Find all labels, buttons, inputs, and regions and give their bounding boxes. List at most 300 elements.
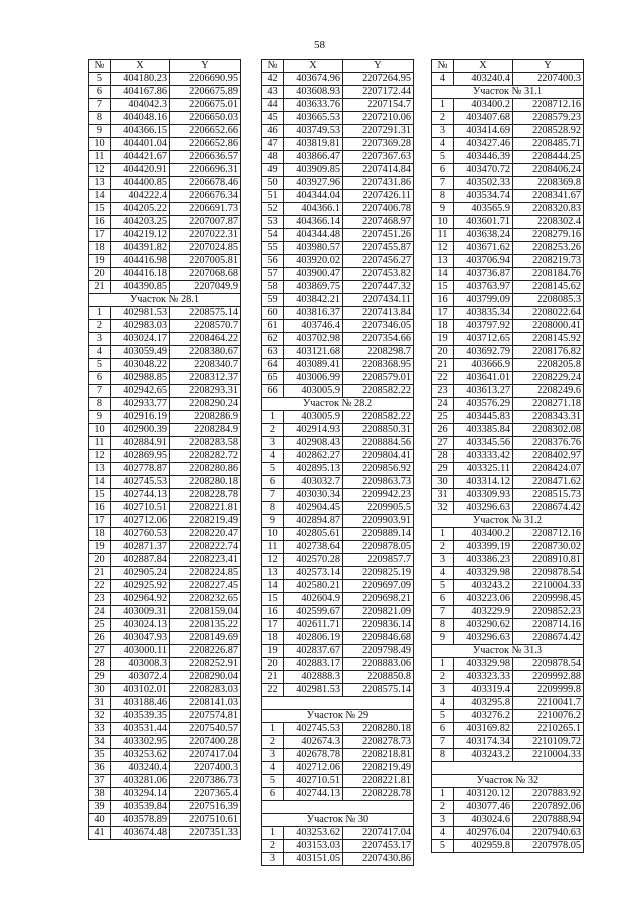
table-row: [89, 775, 241, 788]
table-row: [432, 827, 584, 840]
x-coordinate: 402744.13: [284, 788, 343, 801]
x-coordinate: 402964.92: [111, 593, 170, 606]
point-number: 21: [89, 567, 111, 580]
y-coordinate: 2208406.24: [513, 164, 584, 177]
y-coordinate: 2207024.85: [170, 242, 241, 255]
table-row: [262, 593, 414, 606]
table-row: [262, 606, 414, 619]
x-coordinate: 403089.41: [284, 359, 343, 372]
y-coordinate: 2210265.1: [513, 723, 584, 736]
table-row: [89, 606, 241, 619]
x-coordinate: 402778.87: [111, 463, 170, 476]
x-coordinate: 403121.68: [284, 346, 343, 359]
y-coordinate: 2207447.32: [343, 281, 414, 294]
point-number: 54: [262, 229, 284, 242]
point-number: 23: [432, 385, 454, 398]
y-coordinate: 2208223.41: [170, 554, 241, 567]
point-number: 31: [89, 697, 111, 710]
point-number: 30: [89, 684, 111, 697]
table-row: [262, 73, 414, 86]
point-number: 4: [89, 346, 111, 359]
y-coordinate: 2208515.73: [513, 489, 584, 502]
section-header-row: [432, 86, 584, 99]
point-number: 8: [432, 749, 454, 762]
y-coordinate: 2208528.92: [513, 125, 584, 138]
table-row: [432, 99, 584, 112]
table-row: [262, 268, 414, 281]
point-number: 2: [432, 112, 454, 125]
table-row: [432, 840, 584, 853]
point-number: 43: [262, 86, 284, 99]
x-coordinate: 403445.83: [454, 411, 513, 424]
table-row: [432, 398, 584, 411]
table-row: [262, 151, 414, 164]
section-header-row: [262, 398, 414, 411]
x-coordinate: 403869.75: [284, 281, 343, 294]
y-coordinate: 2208850.8: [343, 671, 414, 684]
point-number: 25: [432, 411, 454, 424]
y-coordinate: 2210076.2: [513, 710, 584, 723]
y-coordinate: 2208424.07: [513, 463, 584, 476]
header-y: Y: [513, 60, 584, 73]
point-number: 44: [262, 99, 284, 112]
point-number: 58: [262, 281, 284, 294]
section-header-row: [89, 294, 241, 307]
point-number: 22: [432, 372, 454, 385]
x-coordinate: 403446.39: [454, 151, 513, 164]
table-row: [432, 372, 584, 385]
x-coordinate: 402745.53: [284, 723, 343, 736]
x-coordinate: 404401.04: [111, 138, 170, 151]
table-row: [432, 125, 584, 138]
x-coordinate: 404048.16: [111, 112, 170, 125]
table-row: [89, 619, 241, 632]
section-header-row: [432, 775, 584, 788]
point-number: 16: [89, 216, 111, 229]
table-row: [432, 385, 584, 398]
table-row: [262, 723, 414, 736]
y-coordinate: 2208219.49: [343, 762, 414, 775]
table-row: [432, 723, 584, 736]
x-coordinate: 402871.37: [111, 541, 170, 554]
table-row: [262, 346, 414, 359]
y-coordinate: 2208320.83: [513, 203, 584, 216]
table-row: [89, 476, 241, 489]
y-coordinate: 2208341.67: [513, 190, 584, 203]
point-number: 3: [432, 814, 454, 827]
x-coordinate: 403276.2: [454, 710, 513, 723]
table-row: [432, 346, 584, 359]
x-coordinate: 403000.11: [111, 645, 170, 658]
table-row: [89, 801, 241, 814]
x-coordinate: 403072.4: [111, 671, 170, 684]
point-number: 15: [89, 489, 111, 502]
y-coordinate: 2208293.31: [170, 385, 241, 398]
point-number: 18: [262, 632, 284, 645]
section-title: Участок № 28.1: [89, 294, 241, 307]
y-coordinate: 2209852.23: [513, 606, 584, 619]
table-row: [89, 567, 241, 580]
y-coordinate: 2209697.09: [343, 580, 414, 593]
x-coordinate: 403531.44: [111, 723, 170, 736]
point-number: 8: [89, 112, 111, 125]
y-coordinate: 2208582.22: [343, 385, 414, 398]
x-coordinate: 403030.34: [284, 489, 343, 502]
table-row: [432, 476, 584, 489]
table-row: [89, 437, 241, 450]
x-coordinate: 402760.53: [111, 528, 170, 541]
table-row: [262, 541, 414, 554]
y-coordinate: 2210004.33: [513, 580, 584, 593]
x-coordinate: 403253.62: [111, 749, 170, 762]
x-coordinate: 404416.18: [111, 268, 170, 281]
x-coordinate: 402869.95: [111, 450, 170, 463]
point-number: 6: [432, 164, 454, 177]
y-coordinate: 2207456.27: [343, 255, 414, 268]
y-coordinate: 2208184.76: [513, 268, 584, 281]
table-row: [262, 515, 414, 528]
y-coordinate: 2208271.18: [513, 398, 584, 411]
header-x: X: [111, 60, 170, 73]
x-coordinate: 403151.05: [284, 853, 343, 866]
table-row: [89, 359, 241, 372]
x-coordinate: 403400.2: [454, 99, 513, 112]
y-coordinate: 2206675.89: [170, 86, 241, 99]
y-coordinate: 2208712.16: [513, 528, 584, 541]
point-number: 16: [89, 502, 111, 515]
y-coordinate: 2207400.28: [170, 736, 241, 749]
x-coordinate: 404421.67: [111, 151, 170, 164]
point-number: 29: [432, 463, 454, 476]
x-coordinate: 403601.71: [454, 216, 513, 229]
y-coordinate: 2207417.04: [343, 827, 414, 840]
x-coordinate: 403578.89: [111, 814, 170, 827]
x-coordinate: 403309.93: [454, 489, 513, 502]
y-coordinate: 2208674.42: [513, 632, 584, 645]
x-coordinate: 402925.92: [111, 580, 170, 593]
x-coordinate: 404219.12: [111, 229, 170, 242]
section-title: Участок № 31.1: [432, 86, 584, 99]
table-row: [89, 814, 241, 827]
table-row: [432, 203, 584, 216]
table-row: [89, 255, 241, 268]
table-row: [89, 307, 241, 320]
point-number: 22: [89, 580, 111, 593]
y-coordinate: 2208220.47: [170, 528, 241, 541]
point-number: 12: [89, 450, 111, 463]
x-coordinate: 403706.94: [454, 255, 513, 268]
table-row: [262, 827, 414, 840]
table-row: [432, 450, 584, 463]
y-coordinate: 2207210.06: [343, 112, 414, 125]
table-row: [89, 515, 241, 528]
x-coordinate: 403712.65: [454, 333, 513, 346]
y-coordinate: 2207455.87: [343, 242, 414, 255]
x-coordinate: 402905.24: [111, 567, 170, 580]
y-coordinate: 2207400.3: [513, 73, 584, 86]
table-header-row: [432, 60, 584, 73]
x-coordinate: 403980.57: [284, 242, 343, 255]
x-coordinate: 403009.31: [111, 606, 170, 619]
x-coordinate: 403295.8: [454, 697, 513, 710]
x-coordinate: 403638.24: [454, 229, 513, 242]
table-row: [432, 528, 584, 541]
table-row: [262, 450, 414, 463]
point-number: 48: [262, 151, 284, 164]
point-number: 9: [89, 411, 111, 424]
point-number: 26: [89, 632, 111, 645]
x-coordinate: 403799.09: [454, 294, 513, 307]
table-row: [432, 684, 584, 697]
point-number: 31: [432, 489, 454, 502]
point-number: 34: [89, 736, 111, 749]
point-number: 3: [432, 684, 454, 697]
y-coordinate: 2206652.66: [170, 125, 241, 138]
table-row: [432, 268, 584, 281]
x-coordinate: 403534.74: [454, 190, 513, 203]
point-number: 7: [89, 385, 111, 398]
y-coordinate: 2208085.3: [513, 294, 584, 307]
point-number: 26: [432, 424, 454, 437]
y-coordinate: 2208232.65: [170, 593, 241, 606]
table-row: [262, 138, 414, 151]
point-number: 21: [89, 281, 111, 294]
point-number: 42: [262, 73, 284, 86]
table-row: [262, 229, 414, 242]
table-row: [432, 658, 584, 671]
y-coordinate: 2210109.72: [513, 736, 584, 749]
x-coordinate: 403576.29: [454, 398, 513, 411]
table-row: [89, 762, 241, 775]
table-row: [89, 710, 241, 723]
point-number: 5: [89, 73, 111, 86]
x-coordinate: 403290.62: [454, 619, 513, 632]
section-header-row: [432, 645, 584, 658]
table-row: [262, 333, 414, 346]
point-number: 2: [262, 736, 284, 749]
y-coordinate: 2209905.5: [343, 502, 414, 515]
point-number: 3: [262, 749, 284, 762]
x-coordinate: 402983.03: [111, 320, 170, 333]
table-row: [262, 736, 414, 749]
table-row: [262, 112, 414, 125]
table-row: [432, 164, 584, 177]
table-row: [262, 359, 414, 372]
point-number: 51: [262, 190, 284, 203]
y-coordinate: 2208135.22: [170, 619, 241, 632]
y-coordinate: 2208227.45: [170, 580, 241, 593]
x-coordinate: 403223.06: [454, 593, 513, 606]
point-number: 11: [262, 541, 284, 554]
table-row: [89, 398, 241, 411]
y-coordinate: 2208402.97: [513, 450, 584, 463]
y-coordinate: 2206650.03: [170, 112, 241, 125]
point-number: 20: [89, 554, 111, 567]
x-coordinate: 402942.65: [111, 385, 170, 398]
table-row: [262, 216, 414, 229]
point-number: 21: [262, 671, 284, 684]
table-row: [89, 229, 241, 242]
point-number: 40: [89, 814, 111, 827]
table-row: [89, 671, 241, 684]
table-row: [89, 138, 241, 151]
x-coordinate: 402895.13: [284, 463, 343, 476]
table-row: [432, 151, 584, 164]
point-number: 11: [89, 437, 111, 450]
x-coordinate: 404222.4: [111, 190, 170, 203]
point-number: 66: [262, 385, 284, 398]
x-coordinate: 403674.96: [284, 73, 343, 86]
x-coordinate: 403407.68: [454, 112, 513, 125]
point-number: 14: [89, 476, 111, 489]
table-row: [89, 190, 241, 203]
y-coordinate: 2208218.81: [343, 749, 414, 762]
point-number: 7: [432, 736, 454, 749]
point-number: 52: [262, 203, 284, 216]
table-header-row: [262, 60, 414, 73]
y-coordinate: 2208570.7: [170, 320, 241, 333]
table-row: [262, 749, 414, 762]
table-row: [432, 307, 584, 320]
table-row: [432, 424, 584, 437]
coordinates-table-left: [88, 59, 241, 840]
x-coordinate: 402611.71: [284, 619, 343, 632]
y-coordinate: 2209856.92: [343, 463, 414, 476]
y-coordinate: 2209878.54: [513, 567, 584, 580]
x-coordinate: 402884.91: [111, 437, 170, 450]
x-coordinate: 403102.01: [111, 684, 170, 697]
x-coordinate: 403329.98: [454, 567, 513, 580]
y-coordinate: 2209999.8: [513, 684, 584, 697]
x-coordinate: 403702.98: [284, 333, 343, 346]
x-coordinate: 403032.7: [284, 476, 343, 489]
y-coordinate: 2209798.49: [343, 645, 414, 658]
point-number: 8: [432, 619, 454, 632]
table-row: [89, 580, 241, 593]
point-number: 18: [89, 242, 111, 255]
blank-cell: [262, 697, 414, 710]
y-coordinate: 2207453.82: [343, 268, 414, 281]
y-coordinate: 2208159.04: [170, 606, 241, 619]
table-row: [89, 333, 241, 346]
table-row: [262, 840, 414, 853]
y-coordinate: 2207005.81: [170, 255, 241, 268]
y-coordinate: 2209903.91: [343, 515, 414, 528]
point-number: 16: [432, 294, 454, 307]
y-coordinate: 2207434.11: [343, 294, 414, 307]
point-number: 28: [432, 450, 454, 463]
point-number: 12: [89, 164, 111, 177]
x-coordinate: 403835.34: [454, 307, 513, 320]
table-row: [432, 697, 584, 710]
table-row: [432, 112, 584, 125]
table-row: [89, 723, 241, 736]
x-coordinate: 403386.23: [454, 554, 513, 567]
y-coordinate: 2207406.78: [343, 203, 414, 216]
y-coordinate: 2207351.33: [170, 827, 241, 840]
table-row: [89, 697, 241, 710]
y-coordinate: 2209836.14: [343, 619, 414, 632]
y-coordinate: 2208253.26: [513, 242, 584, 255]
x-coordinate: 404366.14: [284, 216, 343, 229]
page-number: 58: [314, 39, 325, 51]
y-coordinate: 2207400.3: [170, 762, 241, 775]
x-coordinate: 404203.25: [111, 216, 170, 229]
section-header-row: [262, 814, 414, 827]
y-coordinate: 2207367.63: [343, 151, 414, 164]
table-row: [89, 203, 241, 216]
table-row: [262, 632, 414, 645]
point-number: 9: [262, 515, 284, 528]
point-number: 9: [432, 632, 454, 645]
table-row: [432, 281, 584, 294]
point-number: 21: [432, 359, 454, 372]
x-coordinate: 404366.1: [284, 203, 343, 216]
point-number: 2: [432, 541, 454, 554]
x-coordinate: 403746.4: [284, 320, 343, 333]
coordinates-table-middle: [261, 59, 414, 866]
table-row: [262, 86, 414, 99]
x-coordinate: 402604.9: [284, 593, 343, 606]
y-coordinate: 2208205.8: [513, 359, 584, 372]
point-number: 18: [89, 528, 111, 541]
point-number: 4: [432, 827, 454, 840]
section-title: Участок № 28.2: [262, 398, 414, 411]
y-coordinate: 2208145.62: [513, 281, 584, 294]
table-row: [432, 177, 584, 190]
y-coordinate: 2206675.01: [170, 99, 241, 112]
table-row: [89, 372, 241, 385]
point-number: 13: [262, 567, 284, 580]
x-coordinate: 404391.82: [111, 242, 170, 255]
point-number: 55: [262, 242, 284, 255]
x-coordinate: 402908.43: [284, 437, 343, 450]
table-row: [89, 502, 241, 515]
y-coordinate: 2208141.03: [170, 697, 241, 710]
table-row: [432, 489, 584, 502]
y-coordinate: 2208282.72: [170, 450, 241, 463]
point-number: 1: [89, 307, 111, 320]
point-number: 47: [262, 138, 284, 151]
table-row: [432, 190, 584, 203]
section-title: Участок № 32: [432, 775, 584, 788]
x-coordinate: 403819.81: [284, 138, 343, 151]
x-coordinate: 402580.21: [284, 580, 343, 593]
y-coordinate: 2208149.69: [170, 632, 241, 645]
y-coordinate: 2208290.04: [170, 671, 241, 684]
x-coordinate: 402904.45: [284, 502, 343, 515]
table-row: [432, 580, 584, 593]
x-coordinate: 403613.27: [454, 385, 513, 398]
point-number: 30: [432, 476, 454, 489]
x-coordinate: 403120.12: [454, 788, 513, 801]
y-coordinate: 2208278.73: [343, 736, 414, 749]
x-coordinate: 402916.19: [111, 411, 170, 424]
y-coordinate: 2208280.18: [170, 476, 241, 489]
point-number: 4: [432, 567, 454, 580]
x-coordinate: 403692.79: [454, 346, 513, 359]
point-number: 62: [262, 333, 284, 346]
x-coordinate: 403345.56: [454, 437, 513, 450]
y-coordinate: 2206696.31: [170, 164, 241, 177]
point-number: 14: [89, 190, 111, 203]
x-coordinate: 403006.99: [284, 372, 343, 385]
y-coordinate: 2207022.31: [170, 229, 241, 242]
point-number: 8: [432, 190, 454, 203]
x-coordinate: 404416.98: [111, 255, 170, 268]
table-row: [89, 489, 241, 502]
point-number: 5: [262, 463, 284, 476]
